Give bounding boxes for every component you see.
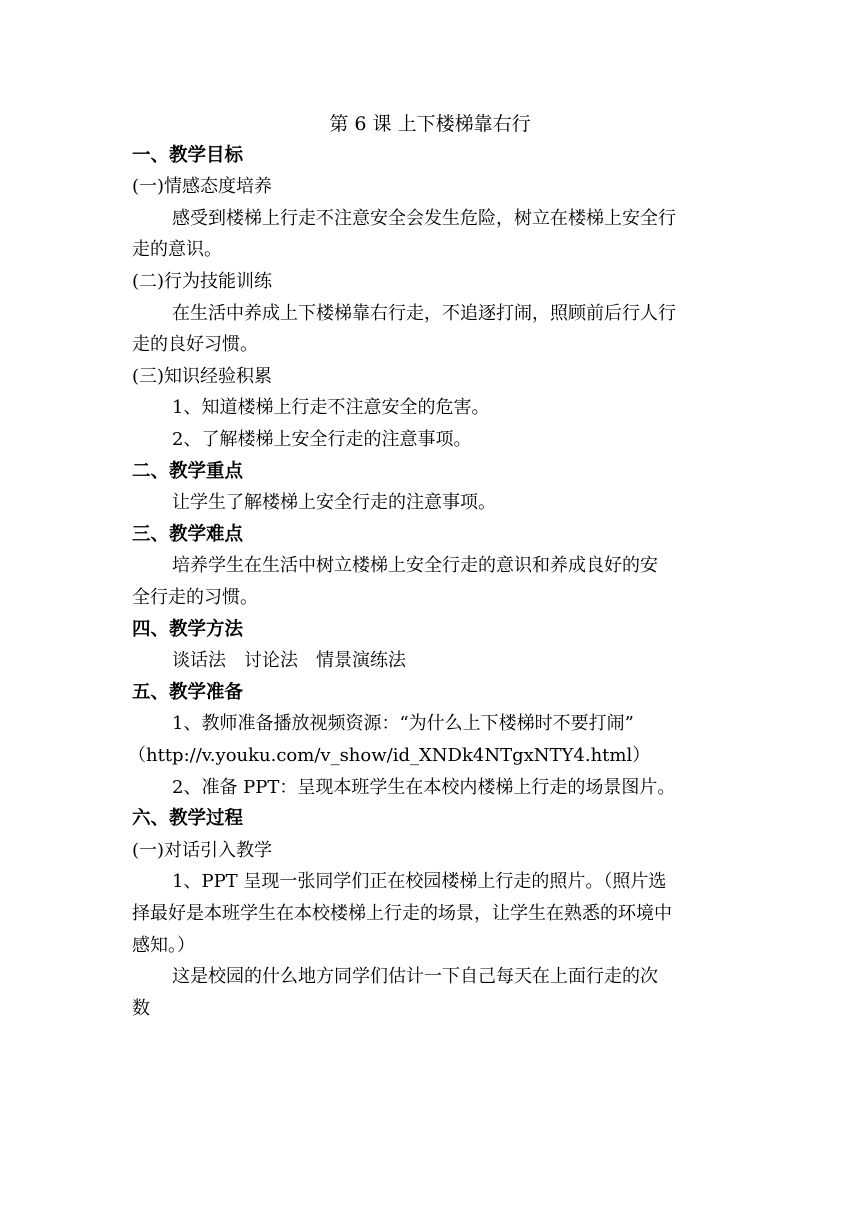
paragraph-line: 这是校园的什么地方同学们估计一下自己每天在上面行走的次 [172,966,658,987]
lesson-title: 第 6 课 上下楼梯靠右行 [329,113,531,135]
paragraph-line: 感受到楼梯上行走不注意安全会发生危险，树立在楼梯上安全行 [172,208,676,229]
paragraph-line: 数 [132,998,150,1019]
section-heading-preparation: 五、教学准备 [132,682,244,703]
paragraph-line: 走的良好习惯。 [132,334,258,355]
paragraph-line: 全行走的习惯。 [132,587,258,608]
subsection-heading-skills: (二)行为技能训练 [132,271,273,292]
section-heading-difficulties: 三、教学难点 [132,524,244,545]
subsection-heading-attitude: (一)情感态度培养 [132,176,273,197]
section-heading-process: 六、教学过程 [132,808,244,829]
section-heading-key-points: 二、教学重点 [132,461,244,482]
paragraph-line: 让学生了解楼梯上安全行走的注意事项。 [172,492,496,513]
paragraph-line: 培养学生在生活中树立楼梯上安全行走的意识和养成良好的安 [172,555,658,576]
paragraph-line: 择最好是本班学生在本校楼梯上行走的场景，让学生在熟悉的环境中 [132,903,672,924]
paragraph-line: 1、PPT 呈现一张同学们正在校园楼梯上行走的照片。（照片选 [172,871,667,892]
list-item: 1、教师准备播放视频资源：“为什么上下楼梯时不要打闹” [172,713,634,734]
section-heading-objectives: 一、教学目标 [132,145,244,166]
paragraph-line: 谈话法 讨论法 情景演练法 [172,650,406,671]
paragraph-line: 走的意识。 [132,239,222,260]
section-heading-methods: 四、教学方法 [132,619,244,640]
video-url-text: （http://v.youku.com/v_show/id_XNDk4NTgxNTY4.html） [128,745,651,766]
subsection-heading-dialogue: (一)对话引入教学 [132,840,273,861]
list-item: 1、知道楼梯上行走不注意安全的危害。 [172,397,490,418]
paragraph-line: 感知。） [132,935,195,956]
paragraph-line: 在生活中养成上下楼梯靠右行走，不追逐打闹，照顾前后行人行 [172,303,676,324]
list-item: 2、了解楼梯上安全行走的注意事项。 [172,429,472,450]
subsection-heading-knowledge: (三)知识经验积累 [132,366,273,387]
list-item: 2、准备 PPT：呈现本班学生在本校内楼梯上行走的场景图片。 [172,777,676,798]
